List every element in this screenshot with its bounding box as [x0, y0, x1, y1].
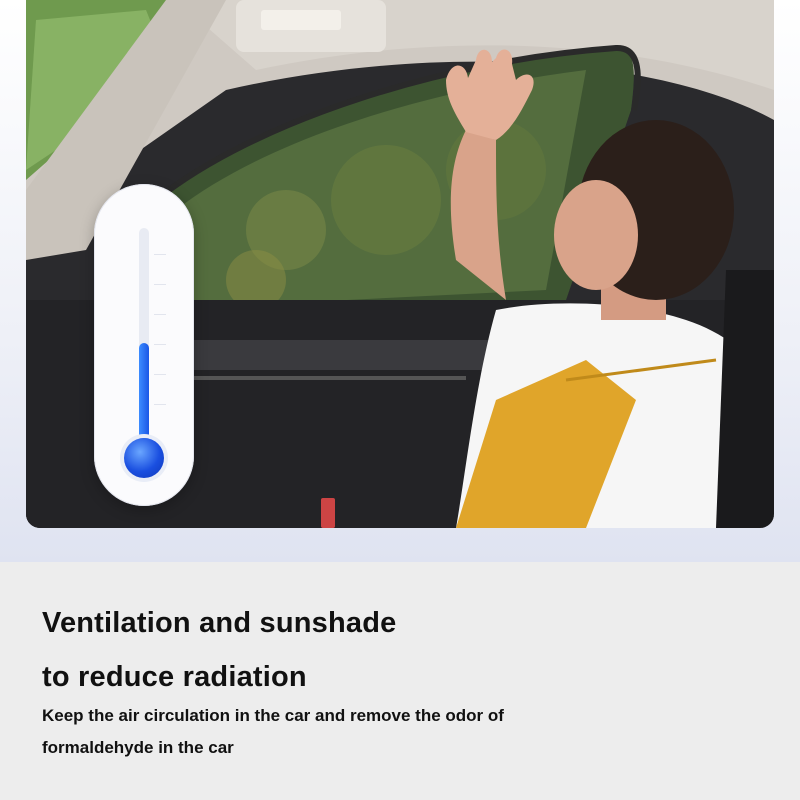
headline-line2: to reduce radiation [42, 661, 307, 693]
thermometer-tick [154, 344, 166, 345]
thermometer-tick [154, 284, 166, 285]
thermometer-tick [154, 254, 166, 255]
thermometer-bulb [124, 438, 164, 478]
thermometer-tick [154, 314, 166, 315]
headline-line1: Ventilation and sunshade [42, 607, 397, 639]
description-line1: Keep the air circulation in the car and remove the odor of [42, 706, 504, 725]
thermometer-tick [154, 404, 166, 405]
thermometer-tick [154, 374, 166, 375]
car-window-photo [26, 0, 774, 528]
headline [42, 596, 396, 704]
thermometer-icon [94, 184, 194, 506]
description [42, 700, 682, 764]
description-line2: formaldehyde in the car [42, 738, 234, 757]
